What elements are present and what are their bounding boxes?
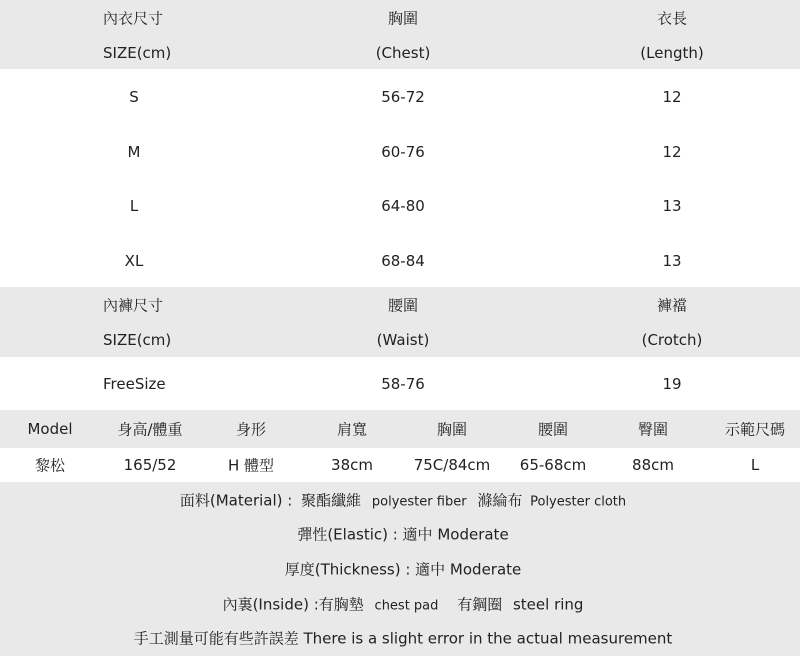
chest-cell: 56-72 [381,88,425,106]
body-shape-header: 身形 [235,420,267,439]
length-cell: 12 [662,143,682,161]
size-cell: XL [124,252,144,270]
elastic-line: 彈性(Elastic) : 適中 Moderate [297,525,509,544]
material-zh-1: 聚酯纖維 [301,491,362,510]
size-cell: M [127,143,141,161]
hip-value: 88cm [632,456,674,474]
size-header-zh: 內衣尺寸 [103,9,164,28]
model-size-header: 示範尺碼 [724,420,786,439]
shoulder-value: 38cm [331,456,373,474]
body-shape-value: H 體型 [227,456,275,475]
waist-header-en: (Waist) [376,331,430,349]
inside-zh-2: 有鋼圈 [457,595,503,614]
model-header: Model [27,420,73,438]
length-cell: 13 [662,197,682,215]
size-header-en: SIZE(cm) [103,331,172,349]
model-size-value: L [750,456,760,474]
waist-cell: 58-76 [381,375,425,393]
crotch-header-zh: 褲襠 [656,296,688,315]
size-header-zh: 內褲尺寸 [103,296,164,315]
chest-cell: 60-76 [381,143,425,161]
chest-header-en: (Chest) [375,44,431,62]
height-weight-value: 165/52 [123,456,177,474]
length-cell: 13 [662,252,682,270]
chest-header: 胸圍 [436,420,468,439]
length-header-en: (Length) [640,44,704,62]
height-weight-header: 身高/體重 [117,420,183,439]
size-header-en: SIZE(cm) [103,44,172,62]
measurement-note: 手工測量可能有些許誤差 There is a slight error in the actual measurement [133,629,673,648]
length-cell: 12 [662,88,682,106]
size-cell: L [129,197,139,215]
material-line [180,490,626,511]
waist-value: 65-68cm [519,456,587,474]
chest-cell: 68-84 [381,252,425,270]
inside-en-2: steel ring [512,595,584,614]
material-en-2: Polyester cloth [530,494,627,510]
chest-header-zh: 胸圍 [387,9,419,28]
model-values-band [0,448,800,482]
waist-header: 腰圍 [537,420,569,439]
chest-cell: 64-80 [381,197,425,215]
inside-line [223,594,584,615]
model-name: 黎松 [34,456,66,475]
length-header-zh: 衣長 [656,9,688,28]
crotch-cell: 19 [662,375,682,393]
shoulder-header: 肩寬 [336,420,368,439]
inside-en-1: chest pad [374,598,439,614]
chest-value: 75C/84cm [413,456,491,474]
inside-label: 內裏(Inside) :有胸墊 [222,595,364,614]
crotch-header-en: (Crotch) [641,331,703,349]
hip-header: 臀圍 [637,420,669,439]
material-label: 面料(Material) : [179,491,293,510]
size-cell: S [129,88,139,106]
material-en-1: polyester fiber [371,494,467,510]
waist-header-zh: 腰圍 [387,296,419,315]
thickness-line: 厚度(Thickness) : 適中 Moderate [284,560,522,579]
material-zh-2: 滌綸布 [477,491,523,510]
size-cell: FreeSize [103,375,166,393]
